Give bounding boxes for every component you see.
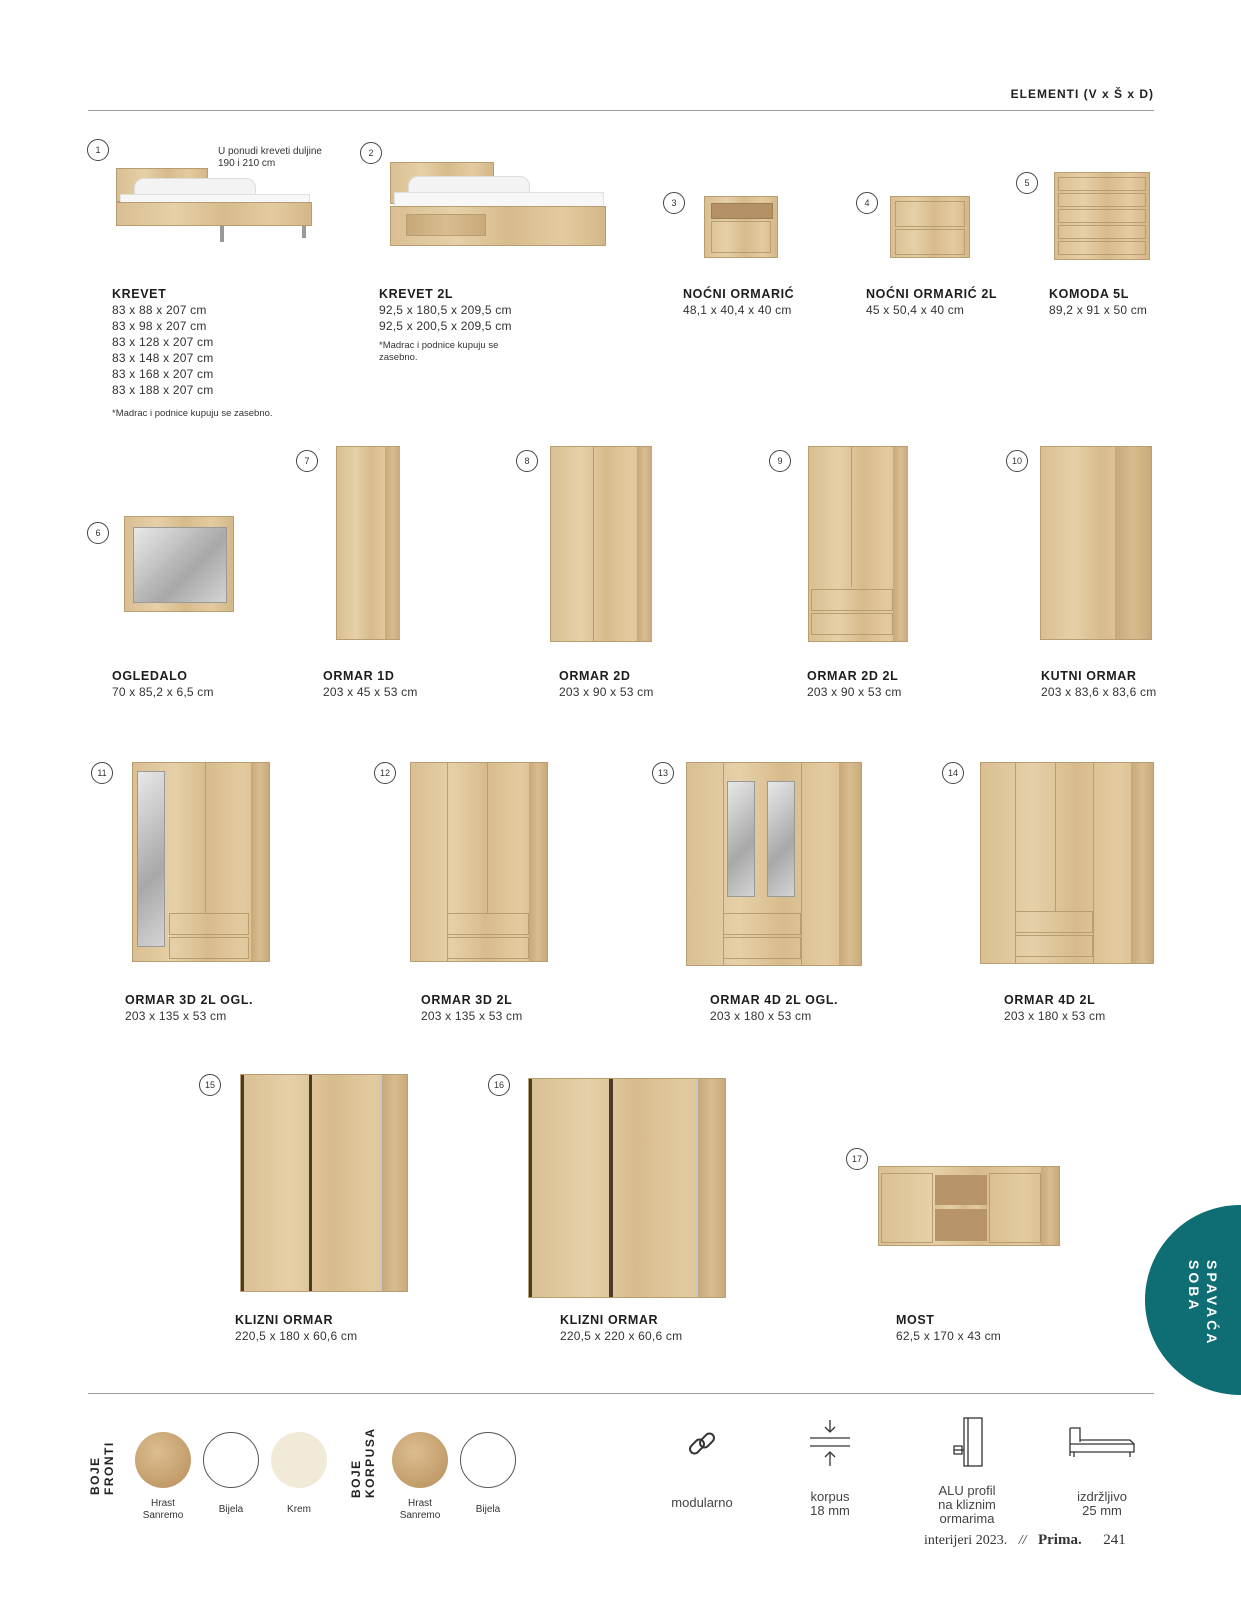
product-name: ORMAR 4D 2L xyxy=(1004,993,1096,1007)
link-icon xyxy=(686,1428,718,1460)
product-name: ORMAR 2D 2L xyxy=(807,669,899,683)
section-tab-label: SPAVAĆA SOBA xyxy=(1186,1260,1220,1347)
wardrobe-3d-2l-image xyxy=(410,762,548,962)
product-dims: 220,5 x 220 x 60,6 cm xyxy=(560,1329,683,1343)
item-number: 4 xyxy=(856,192,878,214)
swatch-label: Hrast Sanremo xyxy=(399,1498,441,1521)
swatch-label: Krem xyxy=(287,1504,311,1515)
swatch-bijela[interactable] xyxy=(460,1432,516,1488)
item-number: 10 xyxy=(1006,450,1028,472)
product-dims: 48,1 x 40,4 x 40 cm xyxy=(683,303,792,317)
section-title: ELEMENTI (V x Š x D) xyxy=(1010,87,1154,101)
swatch-label: Hrast Sanremo xyxy=(142,1498,184,1521)
bed-length-callout: U ponudi kreveti duljine 190 i 210 cm xyxy=(218,146,322,169)
bed-image xyxy=(114,168,314,248)
product-name: NOĆNI ORMARIĆ xyxy=(683,287,795,301)
product-dims: 220,5 x 180 x 60,6 cm xyxy=(235,1329,358,1343)
nightstand-2l-image xyxy=(890,196,970,258)
product-dims: 203 x 45 x 53 cm xyxy=(323,685,418,699)
wardrobe-4d-2l-mirror-image xyxy=(686,762,862,966)
item-number: 8 xyxy=(516,450,538,472)
product-name: ORMAR 2D xyxy=(559,669,631,683)
feature-label: ALU profil na kliznim ormarima xyxy=(938,1483,996,1526)
sliding-wardrobe-220-image xyxy=(528,1078,726,1298)
product-name: NOĆNI ORMARIĆ 2L xyxy=(866,287,998,301)
item-number: 1 xyxy=(87,139,109,161)
swatch-hrast-sanremo[interactable] xyxy=(392,1432,448,1488)
product-name: KREVET 2L xyxy=(379,287,454,301)
product-note: *Madrac i podnice kupuju se zasebno. xyxy=(379,340,499,363)
product-dims: 203 x 180 x 53 cm xyxy=(1004,1009,1106,1023)
product-dims: 203 x 180 x 53 cm xyxy=(710,1009,812,1023)
nightstand-image xyxy=(704,196,778,258)
product-dims: 203 x 135 x 53 cm xyxy=(421,1009,523,1023)
product-name: MOST xyxy=(896,1313,935,1327)
swatch-hrast-sanremo[interactable] xyxy=(135,1432,191,1488)
wardrobe-3d-2l-mirror-image xyxy=(132,762,270,962)
bridge-unit-image xyxy=(878,1166,1060,1246)
item-number: 7 xyxy=(296,450,318,472)
item-number: 17 xyxy=(846,1148,868,1170)
product-note: *Madrac i podnice kupuju se zasebno. xyxy=(112,408,273,419)
product-name: KOMODA 5L xyxy=(1049,287,1129,301)
item-number: 5 xyxy=(1016,172,1038,194)
swatch-label: Bijela xyxy=(218,1504,244,1515)
product-dims: 70 x 85,2 x 6,5 cm xyxy=(112,685,214,699)
product-name: ORMAR 3D 2L OGL. xyxy=(125,993,254,1007)
product-dims: 89,2 x 91 x 50 cm xyxy=(1049,303,1148,317)
wardrobe-2d-image xyxy=(550,446,652,642)
dresser-image xyxy=(1054,172,1150,260)
product-name: ORMAR 3D 2L xyxy=(421,993,513,1007)
page-number: 241 xyxy=(1103,1532,1126,1548)
feature-label: izdržljivo 25 mm xyxy=(1077,1489,1127,1518)
item-number: 6 xyxy=(87,522,109,544)
front-colors-label: BOJE FRONTI xyxy=(88,1441,116,1495)
product-dims: 83 x 88 x 207 cm 83 x 98 x 207 cm 83 x 128 x 207 cm 83 x 148 x 207 cm 83 x 168 x 207 cm 83 x 188 x 207 cm xyxy=(112,303,214,397)
corner-wardrobe-image xyxy=(1040,446,1152,640)
item-number: 3 xyxy=(663,192,685,214)
product-dims: 92,5 x 180,5 x 209,5 cm 92,5 x 200,5 x 209,5 cm xyxy=(379,303,512,333)
thickness-icon xyxy=(808,1418,852,1468)
footer-separator: // xyxy=(1018,1533,1027,1548)
footer xyxy=(924,1532,1126,1549)
item-number: 2 xyxy=(360,142,382,164)
bottom-divider xyxy=(88,1393,1154,1394)
bed-icon xyxy=(1066,1424,1138,1460)
item-number: 15 xyxy=(199,1074,221,1096)
bed-2l-image xyxy=(388,162,608,258)
mirror-image xyxy=(124,516,234,612)
brand-logo: Prima. xyxy=(1037,1532,1082,1548)
product-name: KLIZNI ORMAR xyxy=(235,1313,334,1327)
product-name: KUTNI ORMAR xyxy=(1041,669,1137,683)
product-name: KLIZNI ORMAR xyxy=(560,1313,659,1327)
top-divider xyxy=(88,110,1154,111)
footer-text: interijeri 2023. xyxy=(924,1533,1008,1548)
product-dims: 203 x 83,6 x 83,6 cm xyxy=(1041,685,1157,699)
product-name: OGLEDALO xyxy=(112,669,188,683)
product-dims: 203 x 135 x 53 cm xyxy=(125,1009,227,1023)
product-dims: 62,5 x 170 x 43 cm xyxy=(896,1329,1001,1343)
wardrobe-1d-image xyxy=(336,446,400,640)
swatch-krem[interactable] xyxy=(271,1432,327,1488)
product-dims: 203 x 90 x 53 cm xyxy=(807,685,902,699)
item-number: 16 xyxy=(488,1074,510,1096)
feature-label: modularno xyxy=(671,1495,733,1510)
sliding-wardrobe-180-image xyxy=(240,1074,408,1292)
product-dims: 203 x 90 x 53 cm xyxy=(559,685,654,699)
carcass-colors-label: BOJE KORPUSA xyxy=(349,1427,377,1498)
product-name: ORMAR 4D 2L OGL. xyxy=(710,993,839,1007)
item-number: 11 xyxy=(91,762,113,784)
product-name: KREVET xyxy=(112,287,167,301)
wardrobe-4d-2l-image xyxy=(980,762,1154,964)
alu-profile-icon xyxy=(950,1416,986,1468)
product-dims: 45 x 50,4 x 40 cm xyxy=(866,303,965,317)
item-number: 12 xyxy=(374,762,396,784)
item-number: 13 xyxy=(652,762,674,784)
wardrobe-2d-2l-image xyxy=(808,446,908,642)
swatch-bijela[interactable] xyxy=(203,1432,259,1488)
product-name: ORMAR 1D xyxy=(323,669,395,683)
item-number: 14 xyxy=(942,762,964,784)
item-number: 9 xyxy=(769,450,791,472)
feature-label: korpus 18 mm xyxy=(810,1489,850,1518)
swatch-label: Bijela xyxy=(475,1504,501,1515)
